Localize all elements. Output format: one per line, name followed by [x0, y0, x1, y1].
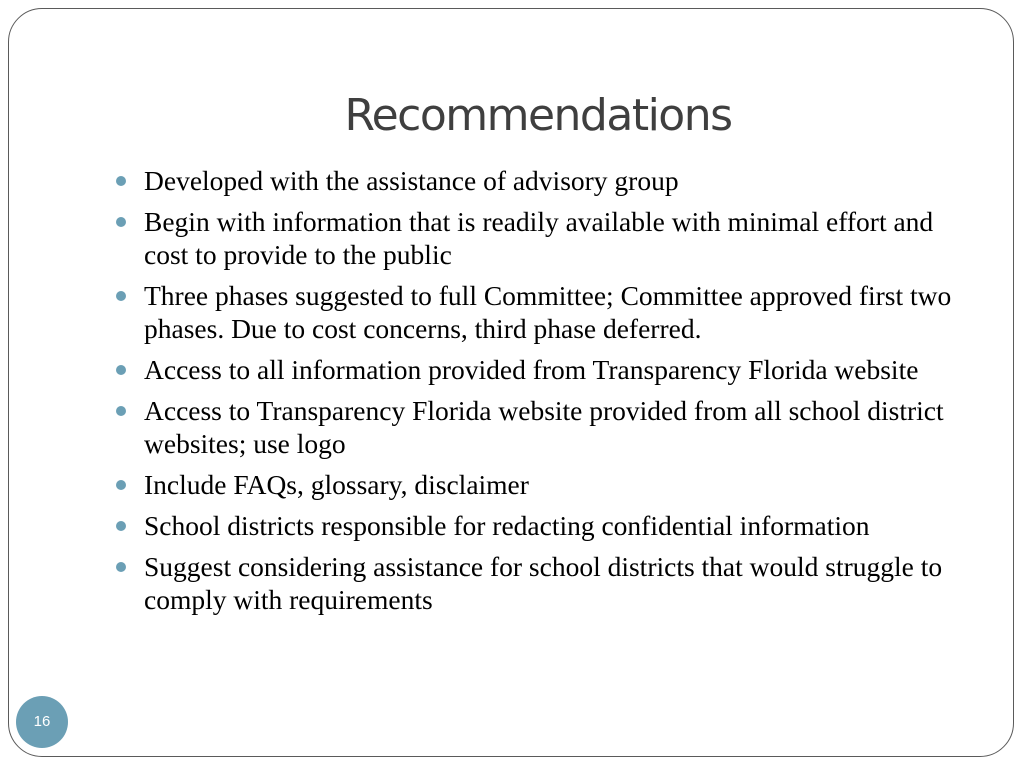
- bullet-icon: [116, 217, 126, 227]
- bullet-item: [116, 550, 976, 616]
- bullet-item: [116, 164, 976, 197]
- bullet-item: [116, 468, 976, 501]
- bullet-icon: [116, 291, 126, 301]
- slide-number-badge: 16: [16, 696, 68, 748]
- bullet-icon: [116, 176, 126, 186]
- slide-title: Recommendations: [344, 90, 732, 141]
- bullet-item: [116, 205, 976, 271]
- bullet-icon: [116, 406, 126, 416]
- bullet-text: Access to all information provided from Transparency Florida website: [144, 354, 919, 385]
- bullet-list: [116, 164, 976, 624]
- bullet-text: Suggest considering assistance for school districts that would struggle to comply with requirements: [144, 551, 943, 615]
- bullet-icon: [116, 562, 126, 572]
- bullet-text: Three phases suggested to full Committee; Committee approved first two phases. Due to cost concerns, third phase deferred.: [144, 280, 952, 344]
- bullet-item: [116, 394, 976, 460]
- bullet-icon: [116, 480, 126, 490]
- bullet-text: School districts responsible for redacting confidential information: [144, 510, 870, 541]
- bullet-item: [116, 353, 976, 386]
- bullet-text: Developed with the assistance of advisory group: [144, 165, 679, 196]
- bullet-item: [116, 279, 976, 345]
- bullet-text: Begin with information that is readily available with minimal effort and cost to provide to the public: [144, 206, 934, 270]
- bullet-text: Access to Transparency Florida website provided from all school district websites; use logo: [144, 395, 944, 459]
- bullet-text: Include FAQs, glossary, disclaimer: [144, 469, 529, 500]
- bullet-icon: [116, 521, 126, 531]
- bullet-icon: [116, 365, 126, 375]
- bullet-item: [116, 509, 976, 542]
